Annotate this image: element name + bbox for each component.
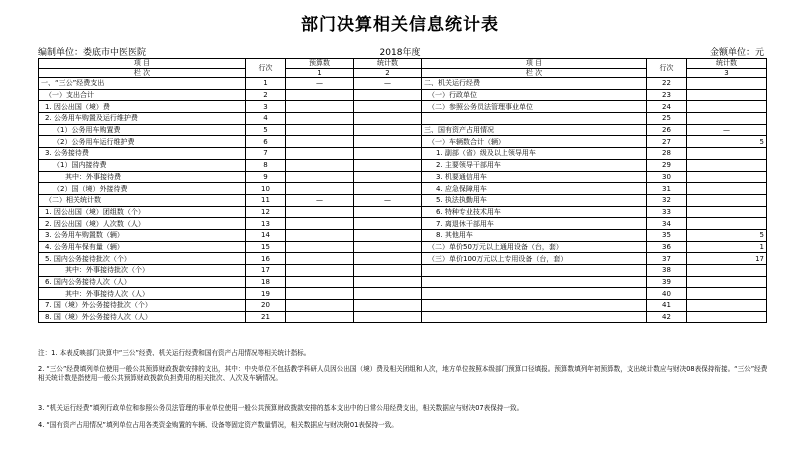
- left-item-label: 3. 公务接待费: [39, 148, 246, 160]
- right-item-label: [422, 288, 647, 300]
- left-item-label: 2. 因公出国（境）人次数（人）: [39, 218, 246, 230]
- left-row-number: 15: [246, 241, 286, 253]
- left-row-number: 18: [246, 276, 286, 288]
- left-stat-value: [354, 159, 422, 171]
- table-row: [39, 276, 767, 288]
- left-item-label: 其中：外事接待批次（个）: [39, 265, 246, 277]
- left-stat-value: [354, 241, 422, 253]
- right-stat-value: 1: [687, 241, 767, 253]
- right-stat-value: [687, 300, 767, 312]
- right-item-label: （一）行政单位: [422, 89, 647, 101]
- left-row-number: 3: [246, 101, 286, 113]
- report-title: 部门决算相关信息统计表: [301, 15, 499, 35]
- right-stat-value: 17: [687, 253, 767, 265]
- table-row: [39, 124, 767, 136]
- table-row: [39, 229, 767, 241]
- budget-value: [286, 136, 354, 148]
- budget-value: [286, 159, 354, 171]
- right-stat-value: [687, 265, 767, 277]
- left-stat-value: [354, 265, 422, 277]
- left-stat-value: [354, 136, 422, 148]
- table-row: [39, 148, 767, 160]
- table-row: [39, 194, 767, 206]
- budget-value: [286, 89, 354, 101]
- left-stat-value: [354, 171, 422, 183]
- right-item-label: 三、国有资产占用情况: [422, 124, 647, 136]
- right-item-label: 2. 主要领导干部用车: [422, 159, 647, 171]
- right-stat-value: [687, 183, 767, 195]
- right-stat-value: [687, 113, 767, 125]
- right-item-label: [422, 300, 647, 312]
- left-row-number: 21: [246, 311, 286, 323]
- right-row-number: 28: [647, 148, 687, 160]
- right-row-number: 34: [647, 218, 687, 230]
- right-row-number: 29: [647, 159, 687, 171]
- right-item-label: 6. 特种专业技术用车: [422, 206, 647, 218]
- left-item-label: （一）支出合计: [39, 89, 246, 101]
- budget-value: [286, 183, 354, 195]
- column-label-right: 栏 次: [422, 68, 647, 78]
- left-item-label: （2）国（境）外接待费: [39, 183, 246, 195]
- left-stat-value: [354, 148, 422, 160]
- left-row-number: 12: [246, 206, 286, 218]
- left-row-number: 19: [246, 288, 286, 300]
- column-number-1: 1: [286, 68, 354, 78]
- left-item-label: 1. 因公出国（境）费: [39, 101, 246, 113]
- left-stat-value: [354, 183, 422, 195]
- left-stat-value: [354, 311, 422, 323]
- left-item-label: 其中：外事接待费: [39, 171, 246, 183]
- right-item-label: 8. 其他用车: [422, 229, 647, 241]
- left-stat-value: [354, 218, 422, 230]
- column-number-2: 2: [354, 68, 422, 78]
- left-stat-value: [354, 288, 422, 300]
- right-row-number: 22: [647, 78, 687, 90]
- right-stat-value: [687, 276, 767, 288]
- budget-value: [286, 148, 354, 160]
- budget-value: [286, 300, 354, 312]
- right-row-number: 41: [647, 300, 687, 312]
- left-row-number: 14: [246, 229, 286, 241]
- note-1: 注：1. 本表反映部门决算中“三公”经费、机关运行经费和国有资产占用情况等相关统计指标。: [38, 349, 311, 357]
- budget-value: [286, 265, 354, 277]
- budget-value: [286, 101, 354, 113]
- left-item-label: 8. 国（境）外公务接待人次（人）: [39, 311, 246, 323]
- right-item-label: （二）参照公务员法管理事业单位: [422, 101, 647, 113]
- budget-value: [286, 288, 354, 300]
- right-row-number: 32: [647, 194, 687, 206]
- budget-value: [286, 229, 354, 241]
- right-item-label: 1. 副部（省）级及以上领导用车: [422, 148, 647, 160]
- right-item-label: [422, 113, 647, 125]
- reporting-unit: 编制单位：娄底市中医医院: [38, 48, 147, 58]
- table-row: [39, 206, 767, 218]
- right-stat-value: [687, 171, 767, 183]
- right-item-label: [422, 276, 647, 288]
- column-label-left: 栏 次: [39, 68, 246, 78]
- table-row: [39, 218, 767, 230]
- budget-value: [286, 206, 354, 218]
- left-row-number: 4: [246, 113, 286, 125]
- left-item-label: 6. 国内公务接待人次（人）: [39, 276, 246, 288]
- left-item-label: 4. 公务用车保有量（辆）: [39, 241, 246, 253]
- left-row-number: 20: [246, 300, 286, 312]
- right-stat-value: [687, 288, 767, 300]
- right-item-label: [422, 311, 647, 323]
- right-stat-value: [687, 78, 767, 90]
- header-stat-right: 统计数: [687, 59, 767, 69]
- budget-value: [286, 311, 354, 323]
- header-item-left: 项 目: [39, 59, 246, 69]
- column-number-3: 3: [687, 68, 767, 78]
- note-4: 4. “国有资产占用情况”填列单位占用各类资金购置的车辆、设备等固定资产数量情况，相关数据应与财决附01表保持一致。: [38, 421, 398, 429]
- left-item-label: （1）国内接待费: [39, 159, 246, 171]
- budget-value: [286, 218, 354, 230]
- table-row: [39, 300, 767, 312]
- right-row-number: 40: [647, 288, 687, 300]
- right-row-number: 30: [647, 171, 687, 183]
- left-item-label: 5. 国内公务接待批次（个）: [39, 253, 246, 265]
- header-seq-left: 行次: [246, 59, 286, 78]
- right-stat-value: [687, 89, 767, 101]
- right-stat-value: [687, 311, 767, 323]
- table-row: [39, 171, 767, 183]
- budget-value: [286, 241, 354, 253]
- table-row: [39, 89, 767, 101]
- left-row-number: 17: [246, 265, 286, 277]
- right-item-label: 3. 机要通信用车: [422, 171, 647, 183]
- table-row: [39, 311, 767, 323]
- right-stat-value: 5: [687, 229, 767, 241]
- left-row-number: 7: [246, 148, 286, 160]
- right-stat-value: [687, 101, 767, 113]
- right-stat-value: [687, 194, 767, 206]
- right-row-number: 24: [647, 101, 687, 113]
- left-stat-value: [354, 300, 422, 312]
- left-row-number: 6: [246, 136, 286, 148]
- table-row: [39, 288, 767, 300]
- right-row-number: 31: [647, 183, 687, 195]
- left-stat-value: [354, 124, 422, 136]
- left-item-label: 1. 因公出国（境）团组数（个）: [39, 206, 246, 218]
- right-item-label: 7. 离退休干部用车: [422, 218, 647, 230]
- budget-value: [286, 113, 354, 125]
- note-2: 2. “三公”经费填列单位使用一般公共预算财政拨款安排的支出，其中：中央单位不包括教学科研人员因公出国（境）费及相关团组和人次，地方单位按照本级部门预算口径填报。预算数填列年初预算数，支出统计数应与财决08表保持衔接。“三公”经费相关统计数是指使用一般公共预算财政拨款负担费用的相关批次、人次及车辆情况。: [38, 365, 768, 382]
- right-row-number: 42: [647, 311, 687, 323]
- table-row: [39, 183, 767, 195]
- report-year: 2018年度: [379, 48, 421, 58]
- right-stat-value: 5: [687, 136, 767, 148]
- left-item-label: 7. 国（境）外公务接待批次（个）: [39, 300, 246, 312]
- amount-unit: 金额单位：元: [709, 48, 764, 58]
- budget-value: [286, 124, 354, 136]
- header-item-right: 项 目: [422, 59, 647, 69]
- left-stat-value: [354, 113, 422, 125]
- left-stat-value: [354, 253, 422, 265]
- right-item-label: [422, 265, 647, 277]
- right-stat-value: —: [687, 124, 767, 136]
- left-row-number: 16: [246, 253, 286, 265]
- statistics-table: [38, 58, 767, 323]
- table-row: [39, 78, 767, 90]
- right-row-number: 23: [647, 89, 687, 101]
- budget-value: —: [286, 194, 354, 206]
- right-row-number: 33: [647, 206, 687, 218]
- right-row-number: 36: [647, 241, 687, 253]
- left-stat-value: [354, 229, 422, 241]
- header-seq-right: 行次: [647, 59, 687, 78]
- left-row-number: 5: [246, 124, 286, 136]
- right-stat-value: [687, 148, 767, 160]
- right-item-label: （二）单价50万元以上通用设备（台，套）: [422, 241, 647, 253]
- table-row: [39, 113, 767, 125]
- right-row-number: 38: [647, 265, 687, 277]
- right-item-label: 二、机关运行经费: [422, 78, 647, 90]
- left-row-number: 13: [246, 218, 286, 230]
- left-row-number: 11: [246, 194, 286, 206]
- budget-value: [286, 253, 354, 265]
- right-stat-value: [687, 206, 767, 218]
- left-row-number: 2: [246, 89, 286, 101]
- left-stat-value: —: [354, 78, 422, 90]
- table-row: [39, 136, 767, 148]
- left-row-number: 9: [246, 171, 286, 183]
- right-item-label: （一）车辆数合计（辆）: [422, 136, 647, 148]
- table-row: [39, 101, 767, 113]
- right-item-label: 5. 执法执勤用车: [422, 194, 647, 206]
- right-row-number: 26: [647, 124, 687, 136]
- left-item-label: 2. 公务用车购置及运行维护费: [39, 113, 246, 125]
- right-row-number: 35: [647, 229, 687, 241]
- right-item-label: 4. 应急保障用车: [422, 183, 647, 195]
- left-stat-value: —: [354, 194, 422, 206]
- left-item-label: 一、“三公”经费支出: [39, 78, 246, 90]
- right-stat-value: [687, 218, 767, 230]
- table-row: [39, 253, 767, 265]
- left-row-number: 1: [246, 78, 286, 90]
- left-stat-value: [354, 276, 422, 288]
- budget-value: [286, 171, 354, 183]
- left-item-label: （二）相关统计数: [39, 194, 246, 206]
- right-row-number: 25: [647, 113, 687, 125]
- budget-value: [286, 276, 354, 288]
- right-row-number: 27: [647, 136, 687, 148]
- right-stat-value: [687, 159, 767, 171]
- header-budget: 预算数: [286, 59, 354, 69]
- left-stat-value: [354, 101, 422, 113]
- left-item-label: （2）公务用车运行维护费: [39, 136, 246, 148]
- budget-value: —: [286, 78, 354, 90]
- table-row: [39, 159, 767, 171]
- left-row-number: 10: [246, 183, 286, 195]
- left-item-label: 其中：外事接待人次（人）: [39, 288, 246, 300]
- table-row: [39, 265, 767, 277]
- left-stat-value: [354, 206, 422, 218]
- left-stat-value: [354, 89, 422, 101]
- header-stat-left: 统计数: [354, 59, 422, 69]
- note-3: 3. “机关运行经费”填列行政单位和参照公务员法管理的事业单位使用一般公共预算财政拨款安排的基本支出中的日常公用经费支出，相关数据应与财决07表保持一致。: [38, 404, 524, 412]
- header-row: [39, 59, 767, 69]
- left-row-number: 8: [246, 159, 286, 171]
- left-item-label: （1）公务用车购置费: [39, 124, 246, 136]
- table-row: [39, 241, 767, 253]
- right-row-number: 39: [647, 276, 687, 288]
- right-row-number: 37: [647, 253, 687, 265]
- right-item-label: （三）单价100万元以上专用设备（台，套）: [422, 253, 647, 265]
- left-item-label: 3. 公务用车购置数（辆）: [39, 229, 246, 241]
